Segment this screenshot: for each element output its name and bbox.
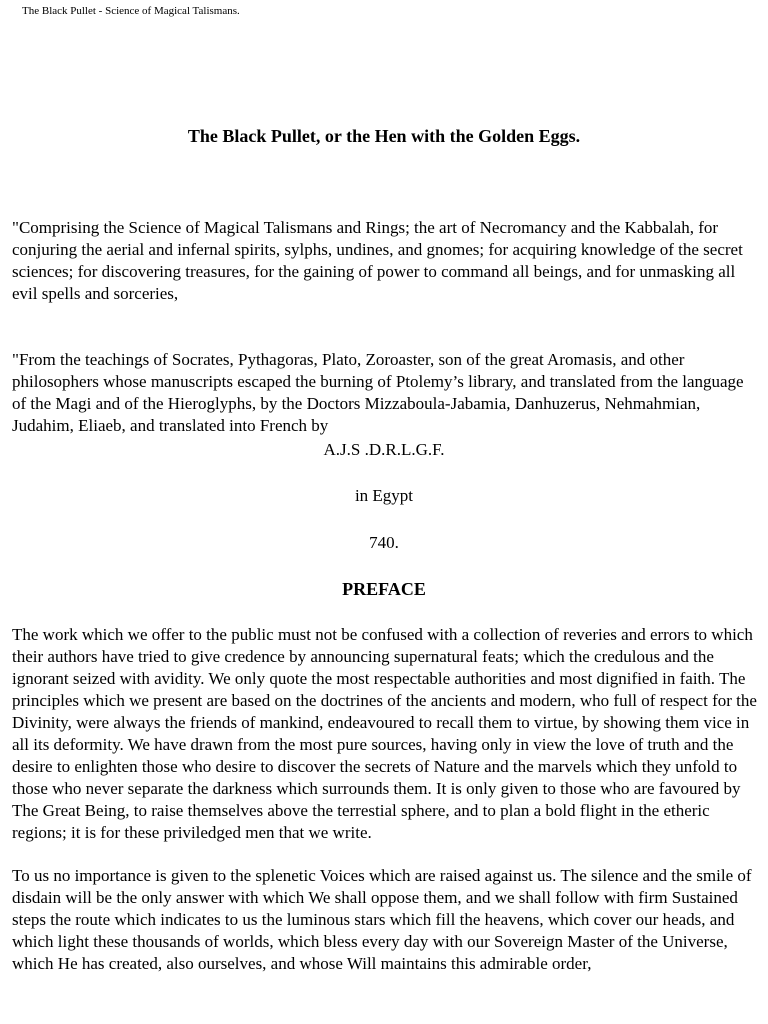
preface-paragraph-1: The work which we offer to the public must not be confused with a collection of reveries and errors to which their authors have tried to give credence by announcing supernatural feats; which the credulous and the ignorant seized with avidity. We only quote the most respectable authorities and most dignified in faith. The principles which we present are based on the doctrines of the ancients and modern, who full of respect for the Divinity, were always the friends of mankind, endeavoured to recall them to virtue, by showing them vice in all its deformity. We have drawn from the most pure sources, having only in view the love of truth and the desire to enlighten those who desire to discover the secrets of Nature and the marvels which they unfold to those who never separate the darkness which surrounds them. It is only given to those who are favoured by The Great Being, to raise themselves above the terrestial sphere, and to plan a bold flight in the etheric regions; it is for these priviledged men that we write.: [12, 625, 757, 842]
preface-paragraph-2: To us no importance is given to the splenetic Voices which are raised against us. The silence and the smile of disdain will be the only answer with which We shall oppose them, and we shall follow with firm Sustained steps the route which indicates to us the luminous stars which fill the heavens, which cover our heads, and which light these thousands of worlds, which bless every day with our Sovereign Master of the Universe, which He has created, also ourselves, and whose Will maintains this admirable order,: [12, 866, 752, 973]
running-header: The Black Pullet - Science of Magical Talismans.: [22, 5, 240, 17]
document-title: The Black Pullet, or the Hen with the Golden Eggs.: [187, 126, 581, 146]
translator-line: A.J.S .D.R.L.G.F.: [323, 440, 445, 459]
year-line: 740.: [369, 533, 399, 552]
intro-paragraph: "Comprising the Science of Magical Talismans and Rings; the art of Necromancy and the Kabbalah, for conjuring the aerial and infernal spirits, sylphs, undines, and gnomes; for acquiring knowledge of the secret sciences; for discovering treasures, for the gaining of power to command all beings, and for unmasking all evil spells and sorceries,: [12, 218, 743, 303]
teachings-paragraph: "From the teachings of Socrates, Pythagoras, Plato, Zoroaster, son of the great Aromasis, and other philosophers whose manuscripts escaped the burning of Ptolemy’s library, and translated from the language of the Magi and of the Hieroglyphs, by the Doctors Mizzaboula-Jabamia, Danhuzerus, Nehmahmian, Judahim, Eliaeb, and translated into French by: [12, 350, 744, 435]
preface-heading: PREFACE: [342, 579, 426, 599]
place-line: in Egypt: [354, 486, 414, 505]
